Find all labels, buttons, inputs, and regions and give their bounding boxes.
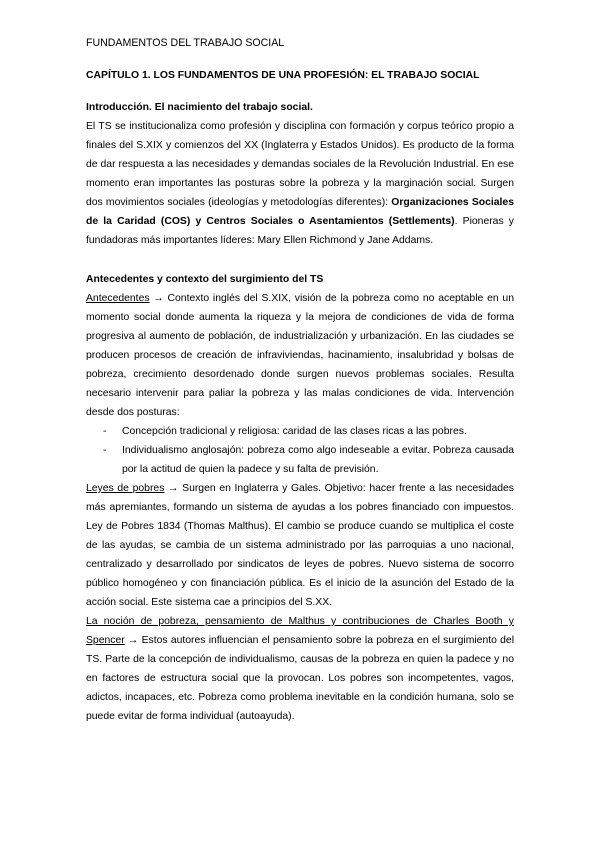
list-item-text: Concepción tradicional y religiosa: caridad de las clases ricas a las pobres.	[122, 426, 467, 437]
leyes-paragraph	[86, 479, 514, 612]
antecedentes-text: Contexto inglés del S.XIX, visión de la pobreza como no aceptable en un momento social donde aumenta la riqueza y la mejora de condiciones de vida de forma progresiva al aumento de población, de industrialización y urbanización. En las ciudades se producen procesos de creación de infraviviendas, hacinamiento, insalubridad y bolsas de pobreza, crecimiento desordenado donde surgen nuevos problemas sociales. Resulta necesario intervenir para paliar la pobreza y las malas condiciones de vida. Intervención desde dos posturas:	[86, 293, 514, 418]
postures-list	[86, 422, 514, 479]
dash-bullet-icon: -	[103, 426, 107, 437]
intro-bold-movements: Organizaciones Sociales de la Caridad (COS) y Centros Sociales o Asentamientos (Settlements)	[86, 197, 514, 227]
list-item-text: Individualismo anglosajón: pobreza como algo indeseable a evitar. Pobreza causada por la actitud de quien la padece y su falta de previsión.	[122, 445, 514, 475]
arrow-icon: →	[153, 293, 164, 304]
intro-heading: Introducción. El nacimiento del trabajo social.	[86, 102, 313, 113]
arrow-icon: →	[168, 483, 179, 494]
intro-text-2: . Pioneras y fundadoras más importantes líderes: Mary Ellen Richmond y Jane Addams.	[86, 216, 514, 246]
antecedentes-paragraph	[86, 289, 514, 422]
section-gap	[86, 250, 514, 270]
page-content	[86, 66, 514, 726]
leyes-label: Leyes de pobres	[86, 483, 165, 494]
leyes-text: Surgen en Inglaterra y Gales. Objetivo: hacer frente a las necesidades más apremiantes, formando un sistema de ayudas a los pobres financiado con impuestos. Ley de Pobres 1834 (Thomas Malthus). El cambio se produce cuando se multiplica el coste de las ayudas, se cambia de un sistema administrado por las parroquias a uno nacional, centralizado y desarrollado por sindicatos de leyes de pobres. Nuevo sistema de socorro público homogéneo y con financiación pública. Es el inicio de la asunción del Estado de la acción social. Este sistema cae a principios del S.XX.	[86, 483, 514, 608]
arrow-icon: →	[127, 635, 139, 646]
list-item	[86, 422, 514, 441]
list-item	[86, 441, 514, 479]
intro-paragraph	[86, 117, 514, 250]
running-head: FUNDAMENTOS DEL TRABAJO SOCIAL	[86, 37, 285, 49]
nocion-text: Estos autores influencian el pensamiento sobre la pobreza en el surgimiento del TS. Parte de la concepción de individualismo, causas de la pobreza en quien la padece y no en factores de estructura social que la provocan. Los pobres son incompetentes, vagos, adictos, incapaces, etc. Pobreza como problema inevitable en la condición humana, solo se puede evitar de forma individual (autoayuda).	[86, 635, 514, 722]
nocion-label: La noción de pobreza, pensamiento de Malthus y contribuciones de Charles Booth y Spencer	[86, 616, 514, 646]
intro-text-1: El TS se institucionaliza como profesión y disciplina con formación y corpus teórico propio a finales del S.XIX y comienzos del XX (Inglaterra y Estados Unidos). Es producto de la forma de dar respuesta a las necesidades y demandas sociales de la Revolución Industrial. En ese momento eran importantes las posturas sobre la pobreza y la marginación social. Surgen dos movimientos sociales (ideologías y metodologías diferentes):	[86, 121, 514, 208]
antecedentes-label: Antecedentes	[86, 293, 150, 304]
nocion-paragraph	[86, 612, 514, 726]
antecedentes-heading: Antecedentes y contexto del surgimiento del TS	[86, 274, 324, 285]
chapter-title: CAPÍTULO 1. LOS FUNDAMENTOS DE UNA PROFESIÓN: EL TRABAJO SOCIAL	[86, 70, 480, 81]
dash-bullet-icon: -	[103, 445, 107, 456]
